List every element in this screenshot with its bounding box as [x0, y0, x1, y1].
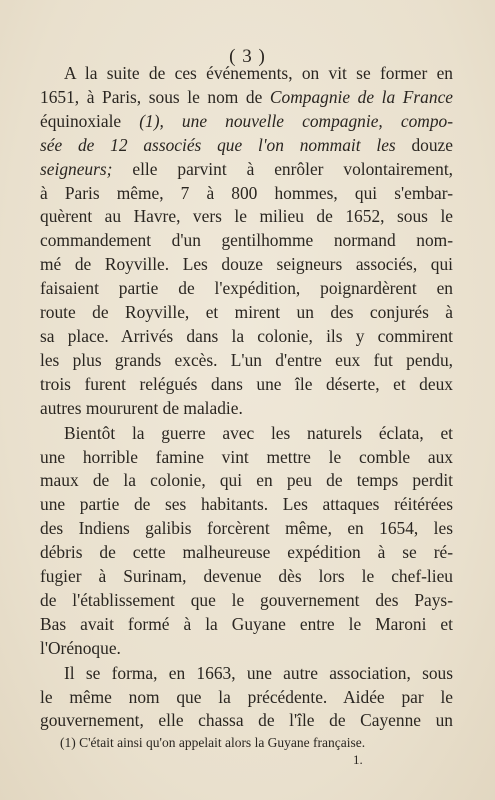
page-number: ( 3 ) [229, 46, 266, 67]
text-line: de l'établissement que le gouvernement des Pays- [40, 589, 453, 610]
text-line: maux de la colonie, qui en peu de temps perdit [40, 470, 453, 491]
text-line: à Paris même, 7 à 800 hommes, qui s'embar- [40, 182, 453, 203]
text-line: route de Royville, et mirent un des conjurés à [40, 302, 453, 323]
text-line: autres moururent de maladie. [40, 397, 243, 418]
text-line: les plus grands excès. L'un d'entre eux fut pendu, [40, 349, 453, 370]
text-line: le même nom que la précédente. Aidée par le [40, 686, 453, 707]
text-line: A la suite de ces événements, on vit se former en [64, 63, 453, 83]
main-text [40, 62, 453, 733]
text-line: Bientôt la guerre avec les naturels éclata, et [64, 422, 453, 443]
text-line: sa place. Arrivés dans la colonie, ils y commirent [40, 325, 453, 346]
text-line: une partie de ses habitants. Les attaques réitérées [40, 494, 453, 515]
text-line: Il se forma, en 1663, une autre association, sous [64, 662, 453, 683]
text-line: l'Orénoque. [40, 637, 121, 658]
text-line: 1651, à Paris, sous le nom de Compagnie de la France [40, 86, 454, 107]
paragraph-3 [40, 662, 453, 734]
text-line: fugier à Surinam, devenue dès lors le chef-lieu [40, 566, 453, 587]
text-line: une horrible famine vint mettre le comble aux [40, 446, 453, 467]
paragraph-1 [40, 62, 453, 421]
paragraph-2 [40, 422, 453, 661]
signature-mark: 1. [353, 752, 363, 767]
text-line: mé de Royville. Les douze seigneurs associés, qui [40, 254, 453, 275]
text-line: quèrent au Havre, vers le milieu de 1652, sous le [40, 206, 453, 227]
text-line: Bas avait formé à la Guyane entre le Maroni et [40, 613, 453, 634]
text-line: des Indiens galibis forcèrent même, en 1654, les [40, 518, 453, 539]
text-line: équinoxiale (1), une nouvelle compagnie, compo- [40, 110, 453, 131]
text-line: gouvernement, elle chassa de l'île de Cayenne un [40, 710, 453, 731]
text-line: commandement d'un gentilhomme normand nom- [40, 230, 453, 251]
text-line: débris de cette malheureuse expédition à se ré- [40, 542, 453, 563]
text-line: sée de 12 associés que l'on nommait les douze [40, 134, 453, 155]
text-line: faisaient partie de l'expédition, poignardèrent en [40, 278, 453, 299]
text-line: trois furent relégués dans une île déserte, et deux [40, 373, 453, 394]
footnote: (1) C'était ainsi qu'on appelait alors la Guyane française. [60, 735, 366, 750]
text-line: seigneurs; elle parvint à enrôler volontairement, [40, 158, 453, 179]
